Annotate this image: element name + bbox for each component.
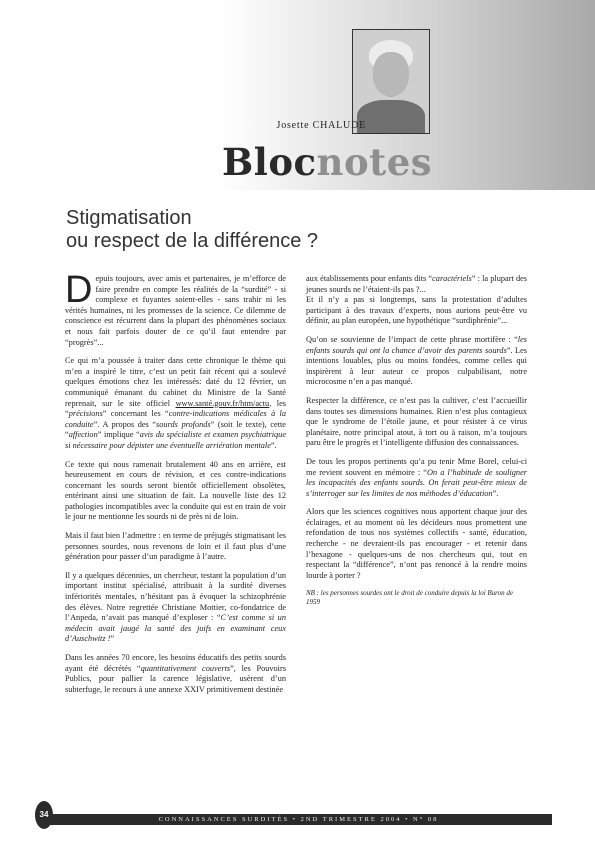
paragraph: Ce texte qui nous ramenait brutalement 40 ans en arrière, est heureusement en cours de révision, et ces contre-indications concernant les sourds seront bientôt officiellement obsolètes, entérinant ainsi une situation de fait. La nouvelle liste des 12 pathologies incompatibles avec la conduite qui est en train de voir le jour ne mentionne les sourds ni de près ni de loin. [65, 459, 286, 522]
photo-face [373, 52, 409, 96]
paragraph: Ce qui m’a poussée à traiter dans cette chronique le thème qui m’en a inspiré le titre, c’est un petit fait récent qui a soulevé quelques émotions chez les intéressés: daté du 12 février, un communiqué émanant du cabinet du Ministre de la Santé reprenait, sur le site officiel www.santé.gouv.fr/htm/actu, les “précisions” concernant les “contre-indications médicales à la conduite”. A propos des “sourds profonds” (soit le texte), cette “affection” implique “avis du spécialiste et examen psychiatrique si nécessaire pour dépister une éventuelle arriération mentale”. [65, 356, 286, 450]
paragraph: De tous les propos pertinents qu’a pu tenir Mme Borel, celui-ci me revient souvent en mémoire : “On a l’habitude de souligner les incapacités des enfants sourds. On ferait peut-être mieux de s’interroger sur les limites de nos méthodes d’éducation”. [306, 456, 527, 498]
paragraph: Dans les années 70 encore, les besoins éducatifs des petits sourds ayant été décrétés “quantitativement couverts”, les Pouvoirs Publics, pour pallier la carence législative, usèrent d’un subterfuge, le recours à une annexe XXIV primitivement destinée [65, 653, 286, 694]
article-column-right [306, 274, 527, 615]
paragraph: Respecter la différence, ce n’est pas la cultiver, c’est l’accueillir dans toutes ses dimensions humaines. Rien n’est plus contagieux que le syndrome de l’étoile jaune, et pour résister à ce virus planétaire, notre principal atout, à tort ou à raison, m’a toujours paru être le progrès et l’intelligente diffusion des connaissances. [306, 395, 527, 448]
note: NB : les personnes sourdes ont le droit de conduire depuis la loi Buron de 1959 [306, 589, 513, 607]
paragraph: aux établissements pour enfants dits “caractériels” : la plupart des jeunes sourds ne l’étaient-ils pas ?... Et il n’y a pas si longtemps, sans la protestation d’adultes participant à des travaux d’experts, nous aurions peut-être vu définir, au plan européen, une hypothétique “surdiphrénie”... [306, 274, 527, 326]
author-photo [352, 29, 430, 134]
paragraph: Alors que les sciences cognitives nous apportent chaque jour des éclairages, et au moment où les décideurs nous promettent une refondation de tous nos systèmes collectifs - santé, éducation, recherche - ne devraient-ils pas encourager - et retenir dans l’hexagone - quelques-uns de nos chercheurs qui, tout en respectant la “différence”, n’ont pas renoncé à la rendre moins lourde à porter ? [306, 507, 527, 580]
author-name: Josette CHALUDE [276, 120, 366, 131]
paragraph: Qu’on se souvienne de l’impact de cette phrase mortifère : “les enfants sourds qui ont la chance d’avoir des parents sourds”. Les intentions louables, plus ou moins fondées, comme celles qui inspirèrent à leur auteur ce propos culpabilisant, notre microcosme n’en a pas manqué. [306, 334, 527, 387]
paragraph: Mais il faut bien l’admettre : en terme de préjugés stigmatisant les personnes sourdes, nous revenons de loin et il faut plus d’une génération pour passer d’un paradigme à l’autre. [65, 531, 286, 562]
article-title [66, 207, 318, 253]
article-title-line2: ou respect de la différence ? [66, 230, 319, 252]
paragraph: Il y a quelques décennies, un chercheur, testant la population d’un important institut spécialisé, attribuait à la surdité diverses infériorités mentales, n’hésitant pas à évoquer la schizophrénie des élèves. Notre regrettée Christiane Mottier, co-fondatrice de l’Anpeda, n’avait pas manqué d’exploser : “C’est comme si un médecin avait jaugé la santé des juifs en examinant ceux d’Auschwitz !” [65, 570, 286, 644]
journal-footer: CONNAISSANCES SURDITÉS • 2ND TRIMESTRE 2004 • N° 08 [158, 816, 439, 823]
photo-body [357, 100, 425, 134]
website-link[interactable]: www.santé.gouv.fr/htm/actu [175, 398, 270, 408]
section-title-bloc: Bloc [222, 140, 317, 184]
drop-cap: D [65, 269, 93, 311]
section-title [222, 140, 433, 184]
paragraph: Depuis toujours, avec amis et partenaires, je m’efforce de faire prendre en compte les réalités de la “surdité” - si complexe et fuyantes soient-elles - sans trahir ni les vérités humaines, ni les promesses de la science. Ce dilemme de conscience est récurrent dans la plupart des phénomènes sociaux et nous fait parfois douter de ce qu’il faut entendre par “progrès”... [65, 269, 286, 347]
section-title-notes: notes [316, 140, 433, 184]
page-number: 34 [35, 801, 53, 829]
article-title-line1: Stigmatisation [66, 207, 192, 229]
article-column-left [65, 269, 286, 703]
footer-bar [45, 814, 552, 825]
